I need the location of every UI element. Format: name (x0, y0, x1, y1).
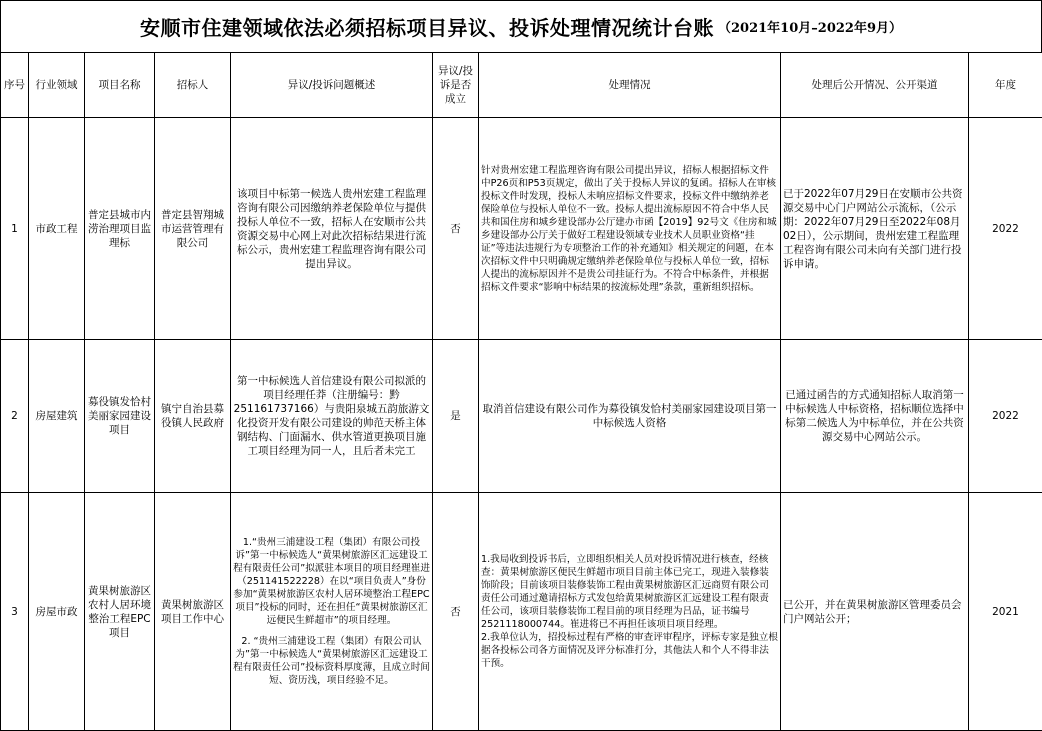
header-project: 项目名称 (85, 53, 155, 118)
header-summary: 异议/投诉问题概述 (231, 53, 433, 118)
header-handling: 处理情况 (479, 53, 781, 118)
cell-industry: 房屋建筑 (29, 340, 85, 493)
title-bar (0, 0, 1042, 52)
table-row (1, 340, 1042, 493)
cell-valid: 否 (433, 118, 479, 340)
table-row (1, 493, 1042, 731)
cell-tenderer: 普定县智翔城市运营管理有限公司 (155, 118, 231, 340)
cell-valid: 否 (433, 493, 479, 731)
cell-no: 2 (1, 340, 29, 493)
cell-year: 2021 (969, 493, 1042, 731)
handling-point-1: 1.我局收到投诉书后，立即组织相关人员对投诉情况进行核查，经核查：黄果树旅游区便民生鲜超市项目目前主体已完工，现进入装修装饰阶段；目前该项目装修装饰工程由黄果树旅游区汇远商贸有限公司责任公司通过邀请招标方式发包给黄果树旅游区汇远建设工程有限责任公司，该项目装修装饰工程目前的项目经理为吕品，证书编号2521118000744。崔进将已不再担任该项目项目经理。 (481, 553, 778, 631)
header-no: 序号 (1, 53, 29, 118)
header-tenderer: 招标人 (155, 53, 231, 118)
cell-industry: 市政工程 (29, 118, 85, 340)
table-header-row (1, 53, 1042, 118)
cell-handling (479, 493, 781, 731)
header-year: 年度 (969, 53, 1042, 118)
summary-point-1: 1.“贵州三浦建设工程（集团）有限公司投诉”第一中标候选人“黄果树旅游区汇远建设工程有限责任公司”拟派驻本项目的项目经理崔进（251141522228）在以“项目负责人”身份参加“黄果树旅游区农村人居环境整治工程EPC项目”投标的同时，还在担任“黄果树旅游区汇远便民生鲜超市”的项目经理。 (233, 536, 430, 627)
cell-summary: 第一中标候选人首信建设有限公司拟派的项目经理任莽（注册编号：黔251161737166）与贵阳泉城五韵旅游文化投资开发有限公司建设的帅范天桥主体钢结构、门面漏水、供水管道更换项目施工项目经理为同一人，且后者未完工 (231, 340, 433, 493)
cell-summary (231, 493, 433, 731)
summary-point-2: 2. “贵州三浦建设工程（集团）有限公司认为”第一中标候选人“黄果树旅游区汇远建设工程有限责任公司”投标资料厚度薄，且成立时间短、资历浅，项目经验不足。 (233, 635, 430, 687)
table-row (1, 118, 1042, 340)
cell-tenderer: 镇宁自治县募役镇人民政府 (155, 340, 231, 493)
cell-project: 普定县城市内涝治理项目监理标 (85, 118, 155, 340)
cell-valid: 是 (433, 340, 479, 493)
cell-public: 已通过函告的方式通知招标人取消第一中标候选人中标资格，招标顺位选择中标第二候选人为中标单位，并在公共资源交易中心网站公示。 (781, 340, 969, 493)
cell-public: 已于2022年07月29日在安顺市公共资源交易中心门户网站公示流标，（公示期：2022年07月29日至2022年08月02日），公示期间，贵州宏建工程监理工程咨询有限公司未向有关部门进行投诉申请。 (781, 118, 969, 340)
header-public: 处理后公开情况、公开渠道 (781, 53, 969, 118)
cell-summary: 该项目中标第一候选人贵州宏建工程监理咨询有限公司因缴纳养老保险单位与提供投标人单位不一致，招标人在安顺市公共资源交易中心网上对此次招标结果进行流标公示，贵州宏建工程监理咨询有限公司提出异议。 (231, 118, 433, 340)
header-valid: 异议/投诉是否成立 (433, 53, 479, 118)
cell-handling: 针对贵州宏建工程监理咨询有限公司提出异议，招标人根据招标文件中P26页和P53页规定，做出了关于投标人异议的复函。招标人在审核投标文件时发现，投标人未响应招标文件要求，投标文件中缴纳养老保险单位与投标人单位不一致。投标人提出流标原因不符合中华人民共和国住房和城乡建设部办公厅建办市函【2019】92号文《住房和城乡建设部办公厅关于做好工程建设领域专业技术人员职业资格“挂证”等违法违规行为专项整治工作的补充通知》相关规定的问题，在本次招标文件中只明确规定缴纳养老保险单位与投标人单位一致，招标人提出的流标原因并不是贵公司挂证行为。不符合中标条件，并根据招标文件要求“影响中标结果的按流标处理”条款，重新组织招标。 (479, 118, 781, 340)
header-industry: 行业领域 (29, 53, 85, 118)
cell-year: 2022 (969, 340, 1042, 493)
cell-year: 2022 (969, 118, 1042, 340)
cell-project: 募役镇发恰村美丽家园建设项目 (85, 340, 155, 493)
cell-public: 已公开，并在黄果树旅游区管理委员会门户网站公开； (781, 493, 969, 731)
cell-project: 黄果树旅游区农村人居环境整治工程EPC项目 (85, 493, 155, 731)
cell-no: 1 (1, 118, 29, 340)
page-subtitle-period: （2021年10月–2022年9月） (718, 17, 902, 36)
cell-no: 3 (1, 493, 29, 731)
page-title: 安顺市住建领域依法必须招标项目异议、投诉处理情况统计台账 (140, 12, 714, 41)
ledger-table (0, 52, 1042, 731)
cell-industry: 房屋市政 (29, 493, 85, 731)
handling-point-2: 2.我单位认为，招投标过程有严格的审查评审程序，评标专家是独立根据各投标公司各方面情况及评分标准打分，其他法人和个人不得非法干预。 (481, 631, 778, 670)
cell-tenderer: 黄果树旅游区项目工作中心 (155, 493, 231, 731)
cell-handling: 取消首信建设有限公司作为募役镇发恰村美丽家园建设项目第一中标候选人资格 (479, 340, 781, 493)
